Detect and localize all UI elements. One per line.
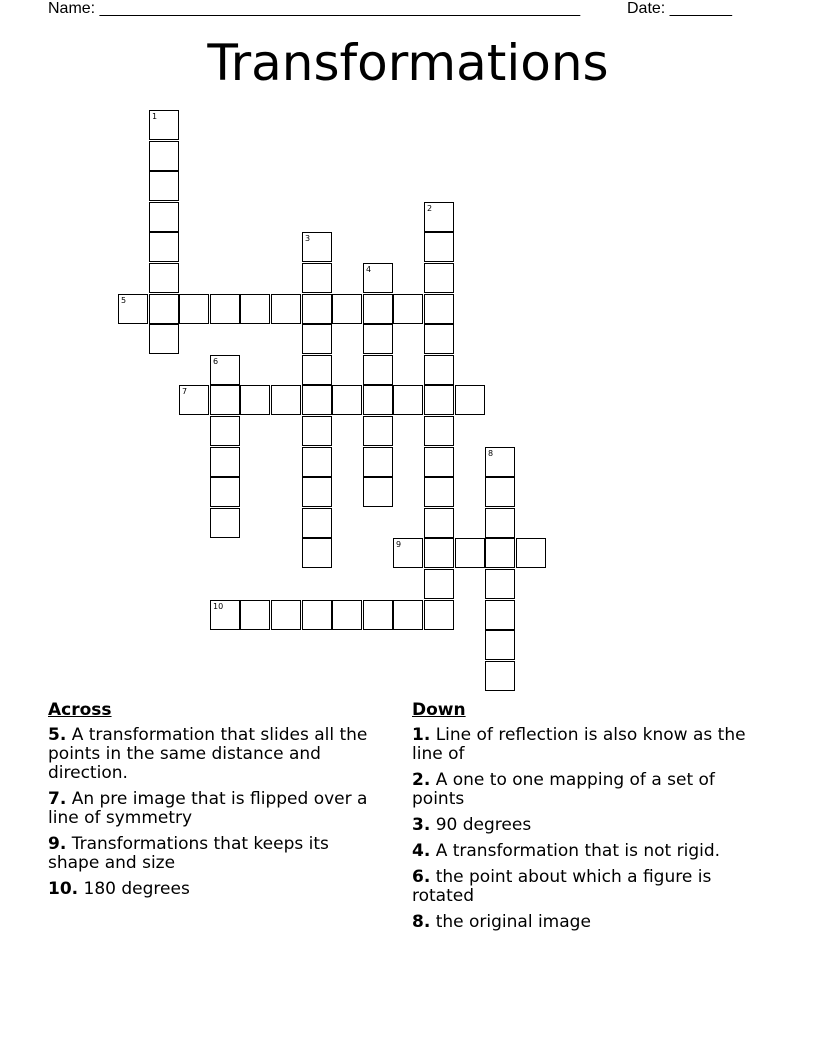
grid-cell[interactable] <box>149 171 179 201</box>
grid-cell[interactable] <box>393 294 423 324</box>
grid-cell[interactable] <box>302 385 332 415</box>
down-clue <box>412 868 747 906</box>
grid-cell[interactable] <box>363 263 393 293</box>
down-clue <box>412 913 747 932</box>
grid-cell[interactable] <box>149 324 179 354</box>
cell-number: 8 <box>488 449 494 458</box>
grid-cell[interactable] <box>179 385 209 415</box>
across-clue <box>48 726 383 783</box>
clue-text: 90 degrees <box>435 815 532 835</box>
down-heading: Down <box>412 700 466 720</box>
grid-cell[interactable] <box>149 141 179 171</box>
clue-number: 1. <box>412 725 431 745</box>
grid-cell[interactable] <box>240 600 270 630</box>
down-clue <box>412 842 747 861</box>
clue-text: A transformation that slides all the points in the same distance and direction. <box>48 725 368 783</box>
grid-cell[interactable] <box>424 232 454 262</box>
clue-number: 2. <box>412 770 431 790</box>
clue-number: 7. <box>48 789 67 809</box>
grid-cell[interactable] <box>302 416 332 446</box>
grid-cell[interactable] <box>332 600 362 630</box>
grid-cell[interactable] <box>210 416 240 446</box>
grid-cell[interactable] <box>302 232 332 262</box>
clue-text: A one to one mapping of a set of points <box>412 770 715 809</box>
cell-number: 9 <box>396 540 402 549</box>
grid-cell[interactable] <box>455 538 485 568</box>
grid-cell[interactable] <box>302 294 332 324</box>
grid-cell[interactable] <box>485 569 515 599</box>
grid-cell[interactable] <box>485 630 515 660</box>
grid-cell[interactable] <box>271 600 301 630</box>
grid-cell[interactable] <box>210 355 240 385</box>
clue-text: the point about which a figure is rotated <box>412 867 712 906</box>
grid-cell[interactable] <box>424 385 454 415</box>
grid-cell[interactable] <box>363 355 393 385</box>
grid-cell[interactable] <box>271 385 301 415</box>
grid-cell[interactable] <box>363 416 393 446</box>
clue-text: the original image <box>435 912 591 932</box>
clue-number: 8. <box>412 912 431 932</box>
grid-cell[interactable] <box>424 477 454 507</box>
down-clue <box>412 771 747 809</box>
grid-cell[interactable] <box>210 600 240 630</box>
grid-cell[interactable] <box>424 294 454 324</box>
name-field-label[interactable]: Name: ______________________________________________________ <box>48 0 581 17</box>
clue-number: 4. <box>412 841 431 861</box>
grid-cell[interactable] <box>332 294 362 324</box>
grid-cell[interactable] <box>393 385 423 415</box>
grid-cell[interactable] <box>424 355 454 385</box>
clue-text: Transformations that keeps its shape and size <box>48 834 329 873</box>
cell-number: 6 <box>213 357 219 366</box>
grid-cell[interactable] <box>424 447 454 477</box>
grid-cell[interactable] <box>485 600 515 630</box>
cell-number: 1 <box>152 112 158 121</box>
down-clue <box>412 726 747 764</box>
clue-number: 6. <box>412 867 431 887</box>
cell-number: 5 <box>121 296 127 305</box>
grid-cell[interactable] <box>149 232 179 262</box>
cell-number: 7 <box>182 387 188 396</box>
grid-cell[interactable] <box>302 324 332 354</box>
grid-cell[interactable] <box>424 324 454 354</box>
grid-cell[interactable] <box>210 385 240 415</box>
across-clue <box>48 880 383 899</box>
grid-cell[interactable] <box>149 110 179 140</box>
clue-number: 10. <box>48 879 79 899</box>
cell-number: 10 <box>213 602 224 611</box>
clue-number: 3. <box>412 815 431 835</box>
date-field-label[interactable]: Date: _______ <box>627 0 732 17</box>
grid-cell[interactable] <box>424 263 454 293</box>
grid-cell[interactable] <box>302 447 332 477</box>
grid-cell[interactable] <box>149 294 179 324</box>
grid-cell[interactable] <box>271 294 301 324</box>
grid-cell[interactable] <box>485 477 515 507</box>
grid-cell[interactable] <box>302 538 332 568</box>
across-heading: Across <box>48 700 112 720</box>
grid-cell[interactable] <box>424 416 454 446</box>
grid-cell[interactable] <box>424 202 454 232</box>
across-clue <box>48 835 383 873</box>
grid-cell[interactable] <box>210 294 240 324</box>
clue-text: An pre image that is flipped over a line of symmetry <box>48 789 368 828</box>
grid-cell[interactable] <box>363 477 393 507</box>
grid-cell[interactable] <box>393 538 423 568</box>
across-clue <box>48 790 383 828</box>
clue-number: 5. <box>48 725 67 745</box>
down-clue <box>412 816 747 835</box>
grid-cell[interactable] <box>424 569 454 599</box>
clue-number: 9. <box>48 834 67 854</box>
grid-cell[interactable] <box>302 508 332 538</box>
grid-cell[interactable] <box>302 600 332 630</box>
grid-cell[interactable] <box>424 508 454 538</box>
grid-cell[interactable] <box>210 477 240 507</box>
grid-cell[interactable] <box>455 385 485 415</box>
grid-cell[interactable] <box>240 294 270 324</box>
cell-number: 2 <box>427 204 433 213</box>
grid-cell[interactable] <box>363 294 393 324</box>
grid-cell[interactable] <box>210 508 240 538</box>
cell-number: 3 <box>305 234 311 243</box>
grid-cell[interactable] <box>485 538 515 568</box>
grid-cell[interactable] <box>302 477 332 507</box>
grid-cell[interactable] <box>210 447 240 477</box>
cell-number: 4 <box>366 265 372 274</box>
grid-cell[interactable] <box>179 294 209 324</box>
grid-cell[interactable] <box>302 355 332 385</box>
grid-cell[interactable] <box>118 294 148 324</box>
grid-cell[interactable] <box>485 661 515 691</box>
grid-cell[interactable] <box>363 600 393 630</box>
grid-cell[interactable] <box>485 508 515 538</box>
grid-cell[interactable] <box>240 385 270 415</box>
grid-cell[interactable] <box>149 202 179 232</box>
down-clues <box>412 701 747 939</box>
puzzle-title: Transformations <box>207 34 609 92</box>
grid-cell[interactable] <box>302 263 332 293</box>
grid-cell[interactable] <box>424 538 454 568</box>
clue-text: 180 degrees <box>83 879 190 899</box>
grid-cell[interactable] <box>393 600 423 630</box>
grid-cell[interactable] <box>332 385 362 415</box>
across-clues <box>48 701 383 906</box>
grid-cell[interactable] <box>149 263 179 293</box>
clue-text: A transformation that is not rigid. <box>435 841 721 861</box>
grid-cell[interactable] <box>363 447 393 477</box>
grid-cell[interactable] <box>485 447 515 477</box>
grid-cell[interactable] <box>363 385 393 415</box>
clue-text: Line of reflection is also know as the line of <box>412 725 746 764</box>
grid-cell[interactable] <box>516 538 546 568</box>
grid-cell[interactable] <box>363 324 393 354</box>
grid-cell[interactable] <box>424 600 454 630</box>
